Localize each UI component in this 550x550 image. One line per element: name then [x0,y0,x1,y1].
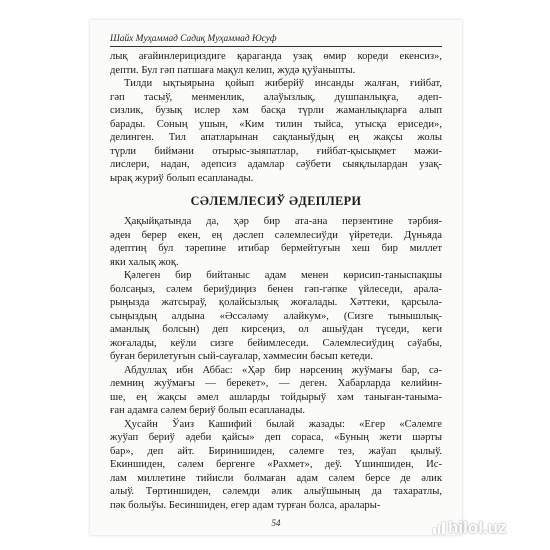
text-line: болсаңыз, сәлем бериўдиңиз бенен гәп-гәпке үйлеседи, арала- [110,283,442,295]
text-line: сыңыздың алдына «Әссәләму алайкум», (Сизге тынышлық- [110,310,442,322]
text-line: барады. Соның ушын, «Ким тилин тыйса, утысқа ериседи», [110,118,442,130]
section-heading: СӘЛЕМЛЕСИЎ ӘДЕПЛЕРИ [190,194,362,208]
text-line: яки халық жоқ. [110,256,179,268]
bar-chart-logo-icon [433,522,445,534]
text-line: Ҳақыйқатында да, ҳәр бир ата-ана перзентине тәрбия- [124,216,442,227]
text-line: ырақ журиў болып есапланады. [110,172,254,184]
text-line: делинген. Тил апатларынан сақланыўдың ең жақсы жолы [110,132,442,143]
text-line: Ҳусайн Ўаиз Кашифий былай жазады: «Егер «Сәлемге [124,418,442,430]
paragraph [110,364,442,418]
text-line: лемниң жуўмағы — берекет», — деген. Хабарларда келийин- [110,378,442,389]
text-line: жоғалады, кеўли сизге бейимлеседи. Сәлемлесиўдиң сәўабы, [110,337,442,349]
paragraph [110,77,442,185]
text-line: сизлик, бузық ислер хәм басқа түрли жаманлықларға алып [110,105,442,116]
text-line: Абдуллаҳ ибн Аббас: «Ҳәр бир нәрсениң жуўмағы бар, сә- [124,364,442,376]
text-line: түрли биймәни отырыс-зыяпатлар, ғийбат-қысықмет мәжи- [110,145,442,157]
text-line: лислери, надан, әдепсиз адамлар сәўбети сыяқлылардан узақ- [110,159,442,170]
text-line: ше, ең жақсы әмел ашларды тойдырыў хәм таныған-таныма- [110,391,442,403]
text-line: ған адамға сәлем бериў болып есапланады. [110,405,305,416]
page-number: 54 [271,518,281,528]
text-line: лам миллетине тийисли болмаған адам сәлем берсе де әлик [110,472,442,484]
text-line: Екиншиден, сәлем бергенге «Рахмет», деў. Үшиншиден, Ис- [110,459,442,470]
text-after-heading [110,215,442,512]
text-line: депти. Бул гәп патшаға мақул келип, жудә қуўаныпты. [110,64,356,76]
paragraph [110,269,442,364]
text-line: әден берер екен, ең дәслеп сәлемлесиўди үйретеди. Дүньяда [110,229,442,241]
text-line: гәп тасыў, менменлик, алаўызлық, душпанлықға, әдеп- [110,91,442,103]
text-line: алыў. Төртиншиден, сәлемди әлик алыўшының да тахаратлы, [110,486,442,497]
text-before-heading [110,50,442,185]
text-line: лық ағайинлерициздиге қараганда узақ өмир кореди екенсиз», [110,51,442,62]
text-line: бар», деп айт. Биринишиден, сәлемге тез, жаўап қылыў. [110,445,442,457]
text-line: Тилди ықтыярына қойып жиберйў инсанды жалған, ғийбат, [124,78,442,89]
paragraph [110,215,442,269]
text-line: әдептиң бул тәрепине итибар бермейтуғын хеш бир миллет [110,243,442,254]
text-line: рыңызда жатсыраў, қолайсызлық жоғалады. Хәттеки, қарсыла- [110,297,442,308]
text-line: буған берилетуғын сый-сауғалар, хәммесин бәсып кетеди. [110,351,373,362]
watermark-text: hilol.uz [448,518,507,537]
page-body [110,50,442,512]
text-line: пәк болыўы. Бесиншиден, егер адам турған болса, аралары- [110,499,381,511]
text-line: Қәлеген бир бийтаныс адам менен көрисип-таныспақшы [124,270,442,281]
paragraph [110,50,442,77]
watermark [433,518,507,538]
paragraph [110,418,442,513]
book-page [90,20,462,535]
running-header: Шайх Муҳаммад Садиқ Муҳаммад Юсуф [110,34,442,47]
text-line: жуўап бериў әдеби қайсы» деп сораса, «Буның жети шәрты [110,432,442,443]
text-line: аманлық болсын) деп кирсеңиз, ол ашыўдан түседи, кеги [110,324,442,335]
